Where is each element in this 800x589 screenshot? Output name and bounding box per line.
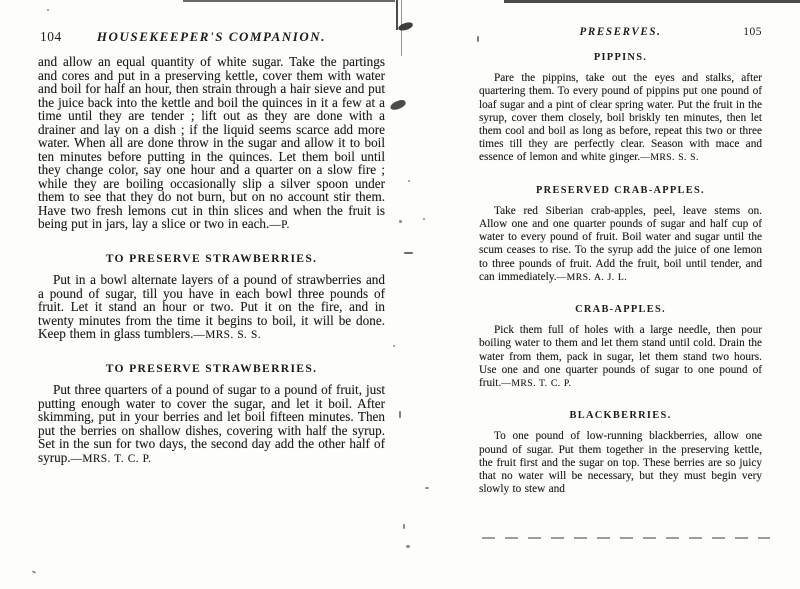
scan-speck: [477, 36, 479, 42]
paragraph-pippins: [479, 72, 762, 164]
page-header-left: [38, 30, 385, 45]
paragraph-text: Pick them full of holes with a large needle, then pour boiling water to them and let them stand until cold. Drain the water from them, pack in sugar, let them stand two hours. Use one and one quarter pounds of sugar to one pound of fruit.: [479, 324, 762, 390]
recipe-heading-strawberries-2: TO PRESERVE STRAWBERRIES.: [105, 361, 318, 375]
page-number-right: 105: [743, 26, 762, 38]
scan-speck: [406, 545, 410, 548]
scan-edge-line: [504, 0, 800, 3]
attribution: —MRS. T. C. P.: [70, 452, 152, 465]
scan-speck: [404, 252, 413, 254]
scan-speck: [423, 218, 425, 220]
scan-speck: [408, 180, 410, 182]
scan-edge-line: [183, 0, 395, 2]
scan-speck: [393, 345, 395, 347]
scan-speck: [47, 9, 49, 11]
page-left-104: [38, 30, 385, 466]
scan-smudge: [389, 99, 407, 112]
paragraph-text: and allow an equal quantity of white sugar. Take the partings and cores and put in a preserving kettle, cover them with water and boil for half an hour, then strain through a hair sieve and put the juice back into the kettle and boil the quinces in it a few at a time until they are tender ; lift out as they are done with a drainer and lay on a dish ; if the liquid seems scarce add more water. When all are done throw in the sugar and allow it to boil ten minutes before putting in the quinces. Let them boil until they change color, say one hour and a quarter on a slow fire ; while they are boiling occasionally slip a silver spoon under them to see that they do not burn, but on no account stir them. Have two fresh lemons cut in thin slices and when the fruit is being put in jars, lay a slice or two in each.: [38, 54, 385, 231]
paragraph-crab-apples: [479, 324, 762, 390]
attribution: —MRS. A. J. L.: [556, 271, 628, 283]
page-right-105: [479, 26, 762, 496]
paragraph-quinces-continuation: [38, 55, 385, 233]
recipe-heading-pippins: PIPPINS.: [593, 52, 648, 63]
recipe-heading-strawberries-1: TO PRESERVE STRAWBERRIES.: [105, 251, 318, 265]
page-number-left: 104: [40, 29, 62, 44]
scan-speck: [32, 570, 36, 574]
paragraph-text: Put three quarters of a pound of sugar to a pound of fruit, just putting enough water to cover the sugar, and let it boil. After skimming, put in your berries and let boil fifteen minutes. Then put the berries on shallow dishes, covering with half the syrup. Set in the sun for two days, the second day add the other half of syrup.: [38, 382, 385, 465]
paragraph-text: Pare the pippins, take out the eyes and stalks, after quartering them. To every pound of pippins put one pound of loaf sugar and a pint of clear spring water. Put the fruit in the syrup, cover them closely, boil briskly ten minutes, then let them cool and boil as long as before, repeat this two or three times till they are perfectly clear. Season with mace and essence of lemon and white ginger.: [479, 72, 762, 164]
running-title-right: PRESERVES.: [579, 26, 662, 38]
attribution: —MRS. T. C. P.: [501, 378, 572, 390]
attribution: —MRS. S. S.: [640, 152, 699, 164]
scan-speck: [425, 487, 429, 489]
page-header-right: [479, 26, 762, 41]
paragraph-strawberries-2: [38, 383, 385, 466]
attribution: —P.: [269, 219, 290, 231]
scan-speck: [399, 220, 402, 223]
recipe-heading-crab-apples: CRAB-APPLES.: [575, 304, 666, 316]
attribution: —MRS. S. S.: [193, 329, 261, 341]
scan-wavy-mark: [482, 537, 770, 539]
scan-gutter-line: [396, 0, 398, 30]
paragraph-text: Put in a bowl alternate layers of a pound of strawberries and a pound of sugar, till you have in each bowl three pounds of fruit. Let it stand an hour or two. Put it on the fire, and in twenty minutes from the time it begins to boil, it will be done. Keep them in glass tumblers.: [38, 272, 385, 341]
scan-speck: [403, 524, 405, 529]
scan-smudge: [397, 21, 413, 31]
paragraph-text: To one pound of low-running blackberries, allow one pound of sugar. Put them together in the preserving kettle, the fruit first and the sugar on top. These berries are so juicy that no water will be necessary, but they must begin very slowly to stew and: [479, 430, 762, 496]
paragraph-strawberries-1: [38, 273, 385, 343]
running-title-left: HOUSEKEEPER'S COMPANION.: [96, 29, 327, 44]
paragraph-text: Take red Siberian crab-apples, peel, leave stems on. Allow one and one quarter pounds of sugar and half cup of water to every pound of fruit. Boil water and sugar until the scum ceases to rise. To the syrup add the juice of one lemon to three pounds of fruit. Add the fruit, boil until tender, and can immediately.: [479, 204, 762, 283]
recipe-heading-preserved-crab-apples: PRESERVED CRAB-APPLES.: [536, 184, 705, 196]
paragraph-preserved-crab-apples: [479, 205, 762, 284]
recipe-heading-blackberries: BLACKBERRIES.: [569, 410, 672, 422]
paragraph-blackberries: [479, 430, 762, 496]
scan-speck: [399, 411, 401, 418]
